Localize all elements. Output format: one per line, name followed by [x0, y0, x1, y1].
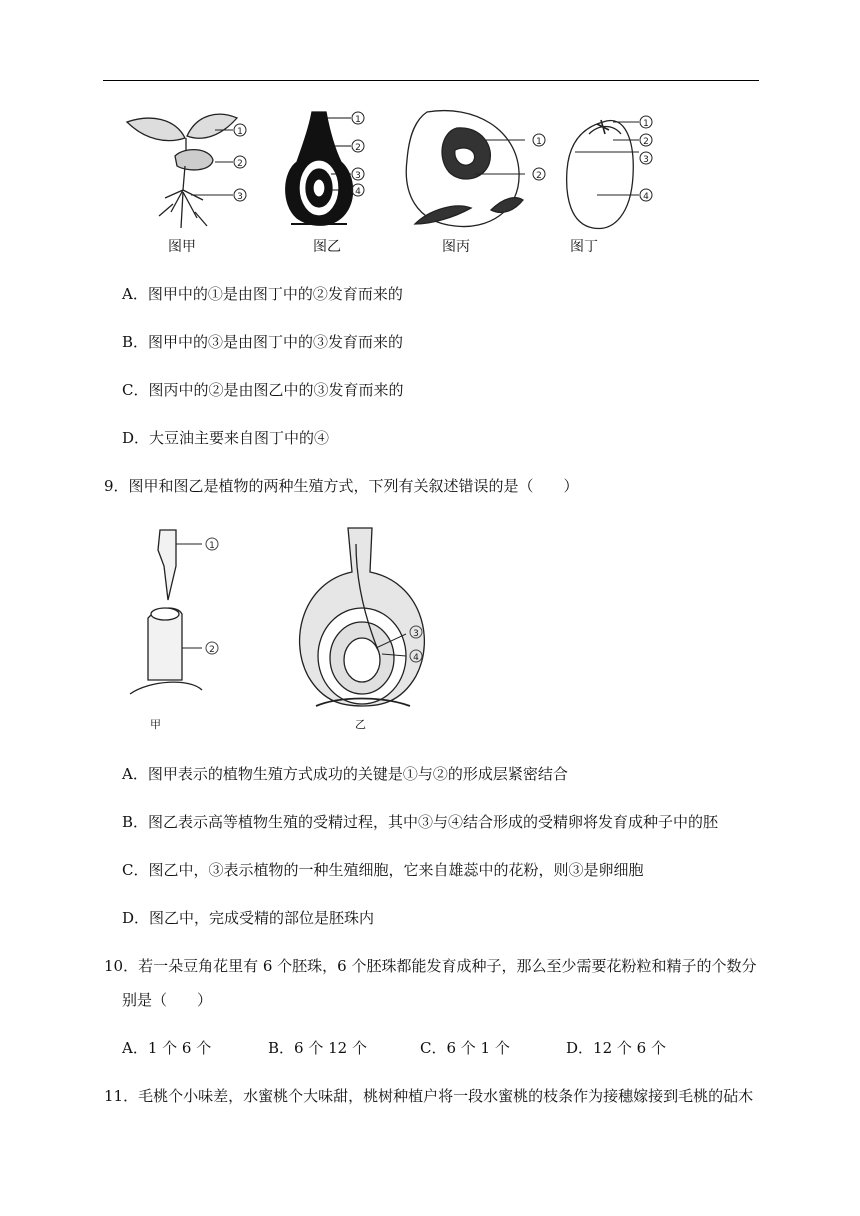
- q8-option-a: A．图甲中的①是由图丁中的②发育而来的: [122, 285, 403, 303]
- caption-yi: 图乙: [313, 239, 341, 255]
- q8-option-b: B．图甲中的③是由图丁中的③发育而来的: [122, 333, 404, 351]
- svg-text:3: 3: [643, 155, 649, 165]
- fig-graft-labels: [206, 538, 218, 655]
- svg-text:3: 3: [237, 192, 243, 202]
- svg-text:1: 1: [355, 115, 361, 125]
- q11-stem-line1: 11．毛桃个小味差，水蜜桃个大味甜，桃树种植户将一段水蜜桃的枝条作为接穗嫁接到毛桃的砧木: [104, 1087, 754, 1105]
- fig-bing-fruit: [406, 111, 525, 227]
- fig-yi-ovary: [286, 112, 353, 225]
- fig-graft: [130, 530, 202, 694]
- q8-option-d: D．大豆油主要来自图丁中的④: [122, 429, 330, 447]
- caption-pistil: 乙: [355, 718, 366, 731]
- q10-stem-line1: 10．若一朵豆角花里有 6 个胚珠，6 个胚珠都能发育成种子，那么至少需要花粉粒和精子的个数分: [104, 957, 757, 975]
- svg-text:1: 1: [536, 137, 542, 147]
- fig-pistil: [300, 528, 425, 706]
- q9-stem: 9．图甲和图乙是植物的两种生殖方式，下列有关叙述错误的是（ ）: [104, 477, 579, 495]
- q9-option-c: C．图乙中，③表示植物的一种生殖细胞，它来自雄蕊中的花粉，则③是卵细胞: [122, 861, 644, 879]
- fig-bing-labels: [533, 134, 545, 181]
- q9-option-a: A．图甲表示的植物生殖方式成功的关键是①与②的形成层紧密结合: [122, 765, 568, 783]
- caption-graft: 甲: [150, 718, 161, 731]
- q10-stem-line2: 别是（ ）: [122, 991, 213, 1009]
- q9-option-b: B．图乙表示高等植物生殖的受精过程，其中③与④结合形成的受精卵将发育成种子中的胚: [122, 813, 719, 831]
- svg-text:1: 1: [209, 541, 215, 551]
- q10-option-d: D．12 个 6 个: [566, 1039, 666, 1057]
- svg-text:3: 3: [413, 629, 419, 639]
- q10-option-a: A．1 个 6 个: [122, 1039, 212, 1057]
- q9-option-d: D．图乙中，完成受精的部位是胚珠内: [122, 909, 375, 927]
- fig-jia-seedling: [127, 114, 237, 228]
- svg-text:1: 1: [237, 127, 243, 137]
- svg-text:2: 2: [536, 171, 542, 181]
- svg-text:4: 4: [643, 192, 649, 202]
- svg-text:2: 2: [643, 137, 649, 147]
- figure-plant-development: [115, 100, 675, 260]
- fig-jia-labels: [234, 124, 246, 202]
- caption-jia: 图甲: [168, 239, 196, 255]
- caption-bing: 图丙: [442, 239, 470, 255]
- q10-option-c: C．6 个 1 个: [420, 1039, 510, 1057]
- svg-text:1: 1: [643, 119, 649, 129]
- svg-text:4: 4: [413, 653, 419, 663]
- svg-text:2: 2: [237, 159, 243, 169]
- svg-text:3: 3: [355, 171, 361, 181]
- figure-reproduction: [120, 520, 440, 745]
- fig-ding-labels: [640, 116, 652, 202]
- q10-option-b: B．6 个 12 个: [268, 1039, 367, 1057]
- svg-text:2: 2: [209, 645, 215, 655]
- fig-ding-seed: [567, 120, 639, 229]
- q8-option-c: C．图丙中的②是由图乙中的③发育而来的: [122, 381, 404, 399]
- svg-text:2: 2: [355, 143, 361, 153]
- svg-text:4: 4: [355, 187, 361, 197]
- caption-ding: 图丁: [570, 239, 598, 255]
- header-rule: [103, 80, 759, 81]
- fig-yi-labels: [352, 112, 364, 197]
